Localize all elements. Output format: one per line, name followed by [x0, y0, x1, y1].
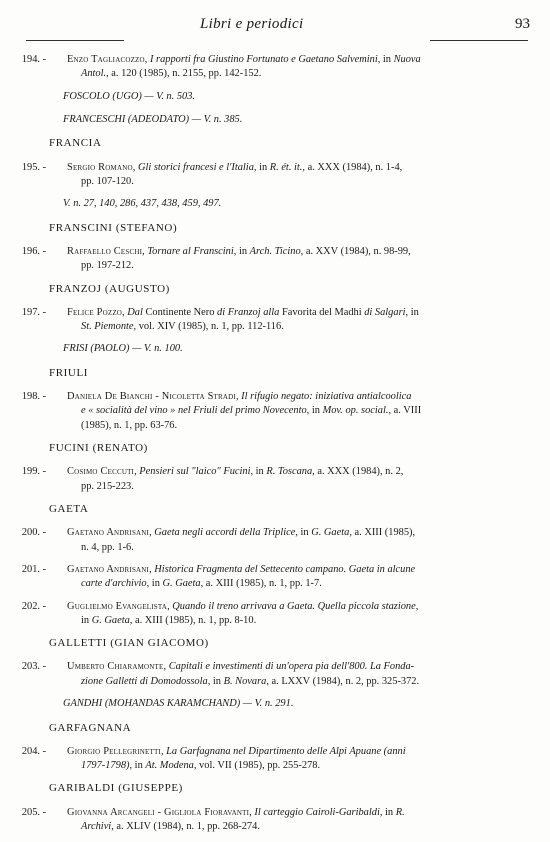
- bibliography-entry: [18, 53, 530, 82]
- entry-number: 197. -: [18, 306, 64, 320]
- entry-line: [67, 390, 530, 404]
- text-segment: , in: [295, 527, 312, 539]
- entry-line: [63, 91, 195, 102]
- entry-number: 200. -: [18, 526, 64, 540]
- entry-line: [67, 404, 530, 418]
- text-segment: , in: [207, 675, 224, 687]
- entry-line: [67, 161, 530, 175]
- subject-heading: FRIULI: [49, 366, 89, 379]
- author-name: Felice Pozzo: [67, 306, 123, 318]
- italic-text: La Garfagnana nel Dipartimento delle Alpi Apuane (anni: [166, 745, 406, 757]
- text-segment: , in: [379, 806, 396, 818]
- text-segment: ,: [167, 600, 173, 612]
- italic-text: zione Galletti di Domodossola: [81, 675, 208, 687]
- text-segment: Continente Nero: [142, 306, 218, 318]
- italic-text: R.: [395, 806, 405, 818]
- italic-text: Historica Fragmenta del Settecento campano. Gaeta in alcune: [154, 563, 416, 575]
- entry-line: [67, 806, 530, 820]
- italic-text: V. n. 27, 140, 286, 437, 438, 459, 497.: [63, 198, 222, 210]
- entry-line: [63, 198, 221, 209]
- text-segment: (1985), n. 1, pp. 63-76.: [81, 419, 178, 431]
- entry-number: 199. -: [18, 465, 64, 479]
- italic-text: Dal: [127, 306, 143, 318]
- bibliography-entry: [18, 390, 530, 433]
- text-segment: pp. 197-212.: [81, 260, 134, 272]
- italic-text: Capitali e investimenti di un'opera pia dell'800. La Fonda-: [168, 661, 415, 673]
- text-segment: ,: [149, 563, 155, 575]
- entry-number-value: 200.: [21, 527, 40, 539]
- text-segment: , in: [233, 245, 250, 257]
- entry-number-value: 203.: [21, 661, 40, 673]
- bibliography-entry: [18, 306, 530, 335]
- italic-text: Antol.: [81, 68, 107, 80]
- italic-text: Arch. Ticino: [249, 245, 301, 257]
- italic-text: St. Piemonte: [81, 321, 134, 333]
- entry-line: [67, 320, 530, 334]
- subject-heading: GARFAGNANA: [49, 721, 132, 734]
- italic-text: Tornare al Franscini: [147, 245, 234, 257]
- italic-text: G. Gaeta: [91, 614, 130, 626]
- bibliography-list: [18, 53, 530, 842]
- author-name: Giorgio Pellegrinetti: [67, 745, 161, 757]
- text-segment: , in: [306, 405, 323, 417]
- italic-text: Mov. op. social.: [322, 405, 389, 417]
- cross-reference: [18, 90, 530, 104]
- entry-number-value: 199.: [21, 466, 40, 478]
- bibliography-entry: [18, 563, 530, 592]
- italic-text: V. n. 291.: [254, 698, 294, 710]
- running-title: Libri e periodici: [200, 16, 304, 32]
- italic-text: Gli storici francesi e l'Italia: [137, 161, 254, 173]
- text-segment: in: [81, 614, 92, 626]
- text-segment: , a. XXX (1984), n. 1-4,: [302, 161, 403, 173]
- entry-number-value: 202.: [21, 600, 40, 612]
- author-name: Cosimo Ceccuti: [67, 466, 135, 478]
- italic-text: e « socialità del vino » nel Friuli del primo Novecento: [81, 405, 307, 417]
- text-segment: FOSCOLO (UGO) —: [63, 90, 157, 102]
- italic-text: At. Modena: [145, 760, 194, 772]
- subject-heading: FUCINI (RENATO): [49, 442, 148, 455]
- entry-number: 204. -: [18, 745, 64, 759]
- cross-reference: [18, 697, 530, 711]
- text-segment: FRISI (PAOLO) —: [63, 343, 144, 355]
- text-segment: , a. XIII (1985),: [349, 527, 416, 539]
- text-segment: , a. VIII: [388, 405, 422, 417]
- entry-line: [67, 419, 530, 433]
- entry-line: [67, 53, 530, 67]
- italic-text: R. ét. it.: [269, 161, 303, 173]
- entry-line: [63, 698, 293, 709]
- text-segment: ,: [134, 466, 140, 478]
- subject-heading: FRANCIA: [49, 137, 102, 150]
- subject-heading: GALLETTI (GIAN GIACOMO): [49, 637, 209, 650]
- italic-text: 1797-1798): [81, 760, 130, 772]
- text-segment: , vol. VII (1985), pp. 255-278.: [193, 760, 321, 772]
- text-segment: , in: [250, 466, 267, 478]
- text-segment: pp. 107-120.: [81, 175, 134, 187]
- text-segment: , a. XIII (1985), n. 1, pp. 8-10.: [129, 614, 257, 626]
- italic-text: Gaeta negli accordi della Triplice: [154, 527, 296, 539]
- author-name: Giovanna Arcangeli - Gigliola Fioravanti: [67, 806, 250, 818]
- entry-line: [67, 259, 530, 273]
- entry-number: 195. -: [18, 161, 64, 175]
- text-segment: ,: [142, 245, 148, 257]
- entry-line: [67, 614, 530, 628]
- text-segment: ,: [415, 600, 419, 612]
- text-segment: , in: [253, 161, 270, 173]
- entry-number: 203. -: [18, 660, 64, 674]
- italic-text: di Salgari: [364, 306, 406, 318]
- entry-line: [63, 114, 242, 125]
- entry-number-value: 194.: [21, 54, 40, 65]
- text-segment: , in: [129, 760, 146, 772]
- text-segment: ,: [163, 661, 169, 673]
- bibliography-entry: [18, 600, 530, 629]
- entry-line: [67, 465, 530, 479]
- entry-line: [67, 600, 530, 614]
- text-segment: , in: [405, 306, 419, 318]
- text-segment: FRANCESCHI (ADEODATO) —: [63, 114, 204, 126]
- bibliography-entry: [18, 245, 530, 274]
- entry-number-value: 204.: [21, 745, 40, 757]
- entry-line: [67, 541, 530, 555]
- entry-line: [67, 245, 530, 259]
- italic-text: Il carteggio Cairoli-Garibaldi: [254, 806, 380, 818]
- bibliography-entry: [18, 745, 530, 774]
- italic-text: di Franzoj alla: [217, 306, 280, 318]
- italic-text: R. Toscana: [266, 466, 313, 478]
- cross-reference: [18, 342, 530, 356]
- text-segment: , vol. XIV (1985), n. 1, pp. 112-116.: [133, 321, 284, 333]
- subject-heading: GARIBALDI (GIUSEPPE): [49, 782, 183, 795]
- entry-line: [67, 526, 530, 540]
- cross-reference: [18, 197, 530, 211]
- text-segment: , in: [377, 54, 394, 65]
- italic-text: V. n. 385.: [203, 114, 243, 126]
- text-segment: , a. XXV (1984), n. 98-99,: [300, 245, 411, 257]
- entry-line: [67, 67, 530, 81]
- page-number: 93: [515, 16, 530, 32]
- bibliography-entry: [18, 526, 530, 555]
- entry-number-value: 205.: [21, 806, 40, 818]
- author-name: Guglielmo Evangelista: [67, 600, 168, 612]
- cross-reference: [18, 113, 530, 127]
- entry-number: 201. -: [18, 563, 64, 577]
- entry-line: [67, 306, 530, 320]
- entry-line: [63, 343, 183, 354]
- entry-line: [67, 563, 530, 577]
- text-segment: ,: [235, 391, 242, 402]
- text-segment: , a. XXX (1984), n. 2,: [312, 466, 404, 478]
- bibliography-entry: [18, 806, 530, 835]
- italic-text: carte d'archivio: [81, 578, 147, 590]
- entry-number: 205. -: [18, 806, 64, 820]
- entry-number: 196. -: [18, 245, 64, 259]
- text-segment: , a. 120 (1985), n. 2155, pp. 142-152.: [106, 68, 262, 80]
- text-segment: ,: [122, 306, 128, 318]
- author-name: Umberto Chiaramonte: [67, 661, 164, 673]
- entry-number: 202. -: [18, 600, 64, 614]
- entry-line: [67, 480, 530, 494]
- entry-number-value: 196.: [21, 245, 40, 257]
- text-segment: ,: [160, 745, 167, 757]
- entry-number-value: 198.: [21, 391, 40, 402]
- italic-text: G. Gaeta: [311, 527, 350, 539]
- entry-number: 198. -: [18, 390, 64, 404]
- entry-number-value: 195.: [21, 161, 40, 173]
- text-segment: GANDHI (MOHANDAS KARAMCHAND) —: [63, 698, 255, 710]
- text-segment: n. 4, pp. 1-6.: [81, 541, 134, 553]
- subject-heading: FRANZOJ (AUGUSTO): [49, 282, 170, 295]
- italic-text: Archivi: [81, 820, 112, 832]
- italic-text: B. Novara: [223, 675, 267, 687]
- entry-number: 194. -: [18, 53, 64, 67]
- running-head: [0, 14, 550, 36]
- bibliography-entry: [18, 161, 530, 190]
- author-name: Daniela De Bianchi - Nicoletta Stradi: [67, 391, 236, 402]
- text-segment: Favorita del Madhi: [279, 306, 365, 318]
- text-segment: , a. LXXV (1984), n. 2, pp. 325-372.: [266, 675, 420, 687]
- author-name: Enzo Tagliacozzo: [67, 54, 145, 65]
- text-segment: , in: [146, 578, 163, 590]
- entry-number-value: 197.: [21, 306, 40, 318]
- entry-line: [67, 675, 530, 689]
- entry-number-value: 201.: [21, 563, 40, 575]
- text-segment: , a. XLIV (1984), n. 1, pp. 268-274.: [111, 820, 260, 832]
- bibliography-entry: [18, 465, 530, 494]
- subject-heading: GAETA: [49, 502, 89, 515]
- header-rule-left: [26, 40, 124, 41]
- author-name: Raffaello Ceschi: [67, 245, 143, 257]
- text-segment: ,: [144, 54, 150, 65]
- entry-line: [67, 759, 530, 773]
- author-name: Gaetano Andrisani: [67, 527, 150, 539]
- italic-text: Il rifugio negato: iniziativa antialcoolica: [241, 391, 412, 402]
- italic-text: Quando il treno arrivava a Gaeta. Quella piccola stazione: [172, 600, 416, 612]
- italic-text: G. Gaeta: [162, 578, 201, 590]
- italic-text: V. n. 503.: [156, 90, 196, 102]
- text-segment: , a. XIII (1985), n. 1, pp. 1-7.: [200, 578, 322, 590]
- entry-line: [67, 660, 530, 674]
- italic-text: Pensieri sul "laico" Fucini: [139, 466, 251, 478]
- entry-line: [67, 175, 530, 189]
- author-name: Sergio Romano: [67, 161, 133, 173]
- author-name: Gaetano Andrisani: [67, 563, 150, 575]
- entry-line: [67, 745, 530, 759]
- text-segment: ,: [249, 806, 255, 818]
- bibliography-entry: [18, 660, 530, 689]
- italic-text: Nuova: [393, 54, 421, 65]
- italic-text: I rapporti fra Giustino Fortunato e Gaetano Salvemini: [150, 54, 378, 65]
- entry-line: [67, 577, 530, 591]
- entry-line: [67, 820, 530, 834]
- text-segment: ,: [132, 161, 138, 173]
- header-rule-right: [430, 40, 528, 41]
- text-segment: pp. 215-223.: [81, 480, 134, 492]
- italic-text: V. n. 100.: [143, 343, 183, 355]
- subject-heading: FRANSCINI (STEFANO): [49, 221, 178, 234]
- text-segment: ,: [149, 527, 155, 539]
